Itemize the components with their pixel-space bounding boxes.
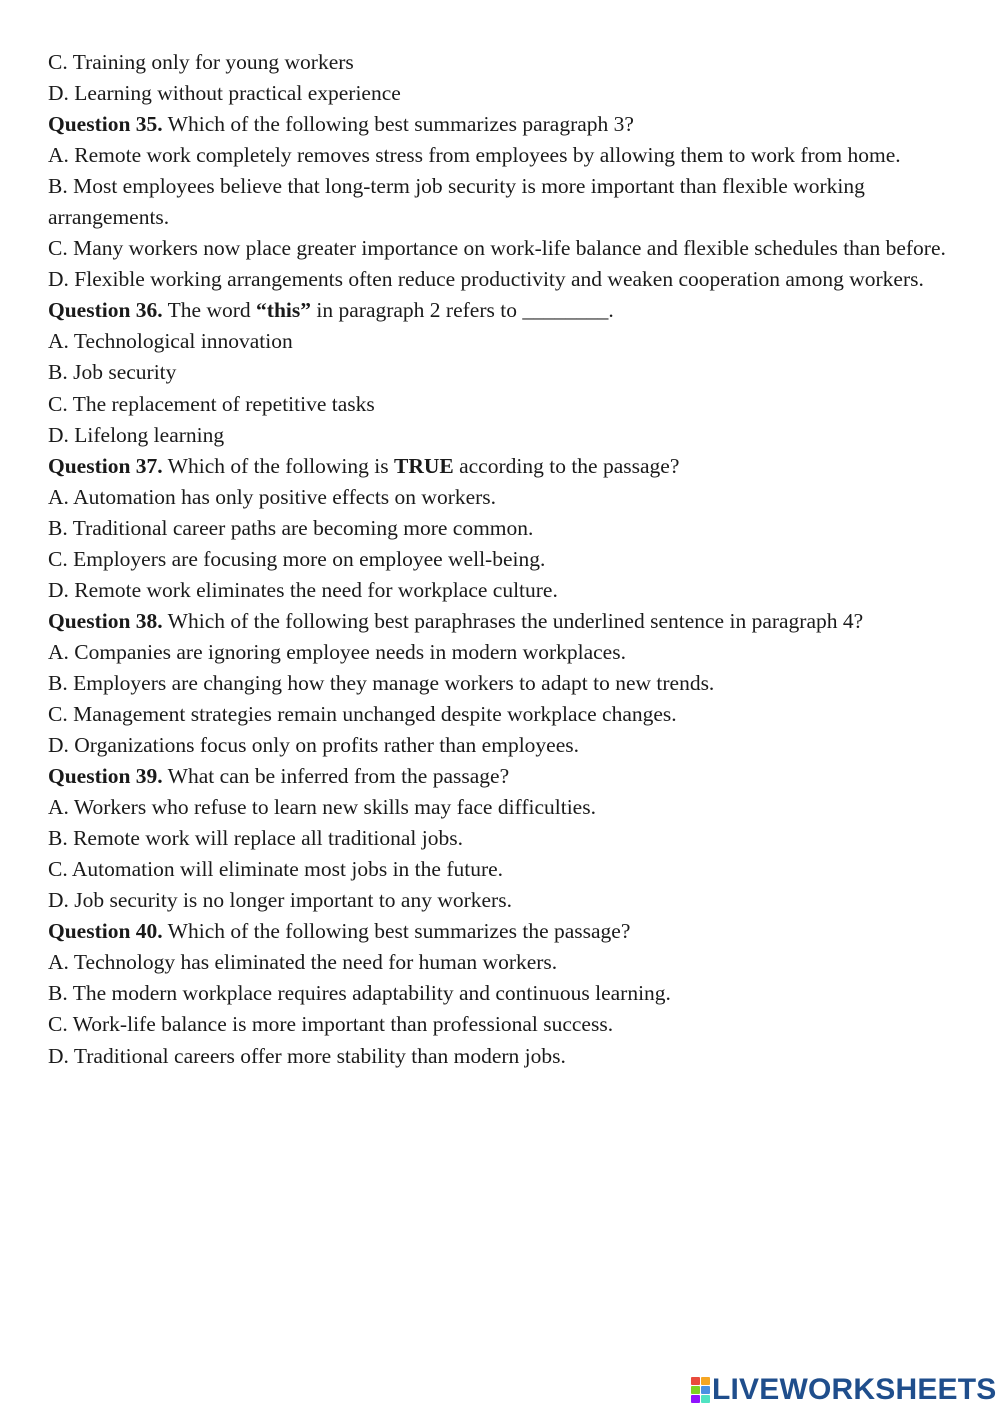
question-36-bold-word: “this” (256, 298, 312, 323)
question-37-text-a: Which of the following is (162, 453, 394, 478)
question-37-option-c: C. Employers are focusing more on employee well-being. (48, 546, 546, 571)
question-36-option-b: B. Job security (48, 360, 177, 385)
question-36-text-b: in paragraph 2 refers to ________. (311, 298, 614, 323)
question-39 (48, 761, 968, 792)
question-37-option-a: A. Automation has only positive effects on workers. (48, 484, 497, 509)
question-40-option-a: A. Technology has eliminated the need for human workers. (48, 950, 558, 975)
question-37-option-b: B. Traditional career paths are becoming more common. (48, 515, 534, 540)
question-40 (48, 916, 968, 947)
question-38-option-a: A. Companies are ignoring employee needs in modern workplaces. (48, 639, 626, 664)
question-38-option-d: D. Organizations focus only on profits rather than employees. (48, 733, 580, 758)
question-36 (48, 295, 968, 326)
logo-mark-cell (691, 1395, 700, 1403)
liveworksheets-logo-icon (691, 1377, 709, 1403)
question-35-text: Which of the following best summarizes paragraph 3? (162, 112, 634, 137)
question-36-option-d: D. Lifelong learning (48, 422, 225, 447)
question-35 (48, 109, 968, 140)
question-36-text-a: The word (162, 298, 257, 323)
question-35-option-a: A. Remote work completely removes stress from employees by allowing them to work from home. (48, 143, 901, 168)
question-38-option-b: B. Employers are changing how they manage workers to adapt to new trends. (48, 670, 715, 695)
question-38-text: Which of the following best paraphrases the underlined sentence in paragraph 4? (162, 608, 864, 633)
question-39-text: What can be inferred from the passage? (162, 764, 510, 789)
option-c-q34: C. Training only for young workers (48, 50, 354, 74)
question-37-label: Question 37. (48, 453, 163, 478)
question-35-label: Question 35. (48, 112, 163, 137)
question-38-option-c: C. Management strategies remain unchanged despite workplace changes. (48, 701, 677, 726)
logo-mark-cell (691, 1377, 700, 1385)
question-39-option-b: B. Remote work will replace all traditional jobs. (48, 826, 463, 851)
question-37-bold-word: TRUE (393, 453, 454, 478)
logo-mark-cell (691, 1386, 700, 1394)
logo-mark-cell (701, 1386, 710, 1394)
question-37-text-b: according to the passage? (453, 453, 680, 478)
question-38 (48, 606, 968, 637)
liveworksheets-logo (691, 1374, 997, 1406)
question-39-option-c: C. Automation will eliminate most jobs in the future. (48, 857, 504, 882)
question-36-label: Question 36. (48, 298, 163, 323)
question-38-label: Question 38. (48, 608, 163, 633)
question-35-option-d: D. Flexible working arrangements often reduce productivity and weaken cooperation among workers. (48, 267, 924, 292)
question-36-option-a: A. Technological innovation (48, 329, 293, 354)
question-36-option-c: C. The replacement of repetitive tasks (48, 391, 375, 416)
liveworksheets-logo-text: LIVEWORKSHEETS (712, 1373, 997, 1406)
question-35-option-c: C. Many workers now place greater importance on work-life balance and flexible schedules than before. (48, 236, 946, 261)
question-37-option-d: D. Remote work eliminates the need for workplace culture. (48, 577, 558, 602)
option-d-q34: D. Learning without practical experience (48, 81, 401, 106)
question-39-label: Question 39. (48, 764, 163, 789)
question-40-option-b: B. The modern workplace requires adaptability and continuous learning. (48, 981, 671, 1006)
question-40-text: Which of the following best summarizes the passage? (162, 919, 631, 944)
question-35-option-b: B. Most employees believe that long-term job security is more important than flexible working arrangements. (48, 174, 865, 230)
logo-mark-cell (701, 1377, 710, 1385)
question-40-option-d: D. Traditional careers offer more stability than modern jobs. (48, 1043, 566, 1068)
question-39-option-a: A. Workers who refuse to learn new skills may face difficulties. (48, 795, 596, 820)
question-39-option-d: D. Job security is no longer important to any workers. (48, 888, 512, 913)
question-37 (48, 451, 968, 482)
question-40-label: Question 40. (48, 919, 163, 944)
question-40-option-c: C. Work-life balance is more important than professional success. (48, 1012, 614, 1037)
logo-mark-cell (701, 1395, 710, 1403)
worksheet-content (48, 47, 968, 1072)
